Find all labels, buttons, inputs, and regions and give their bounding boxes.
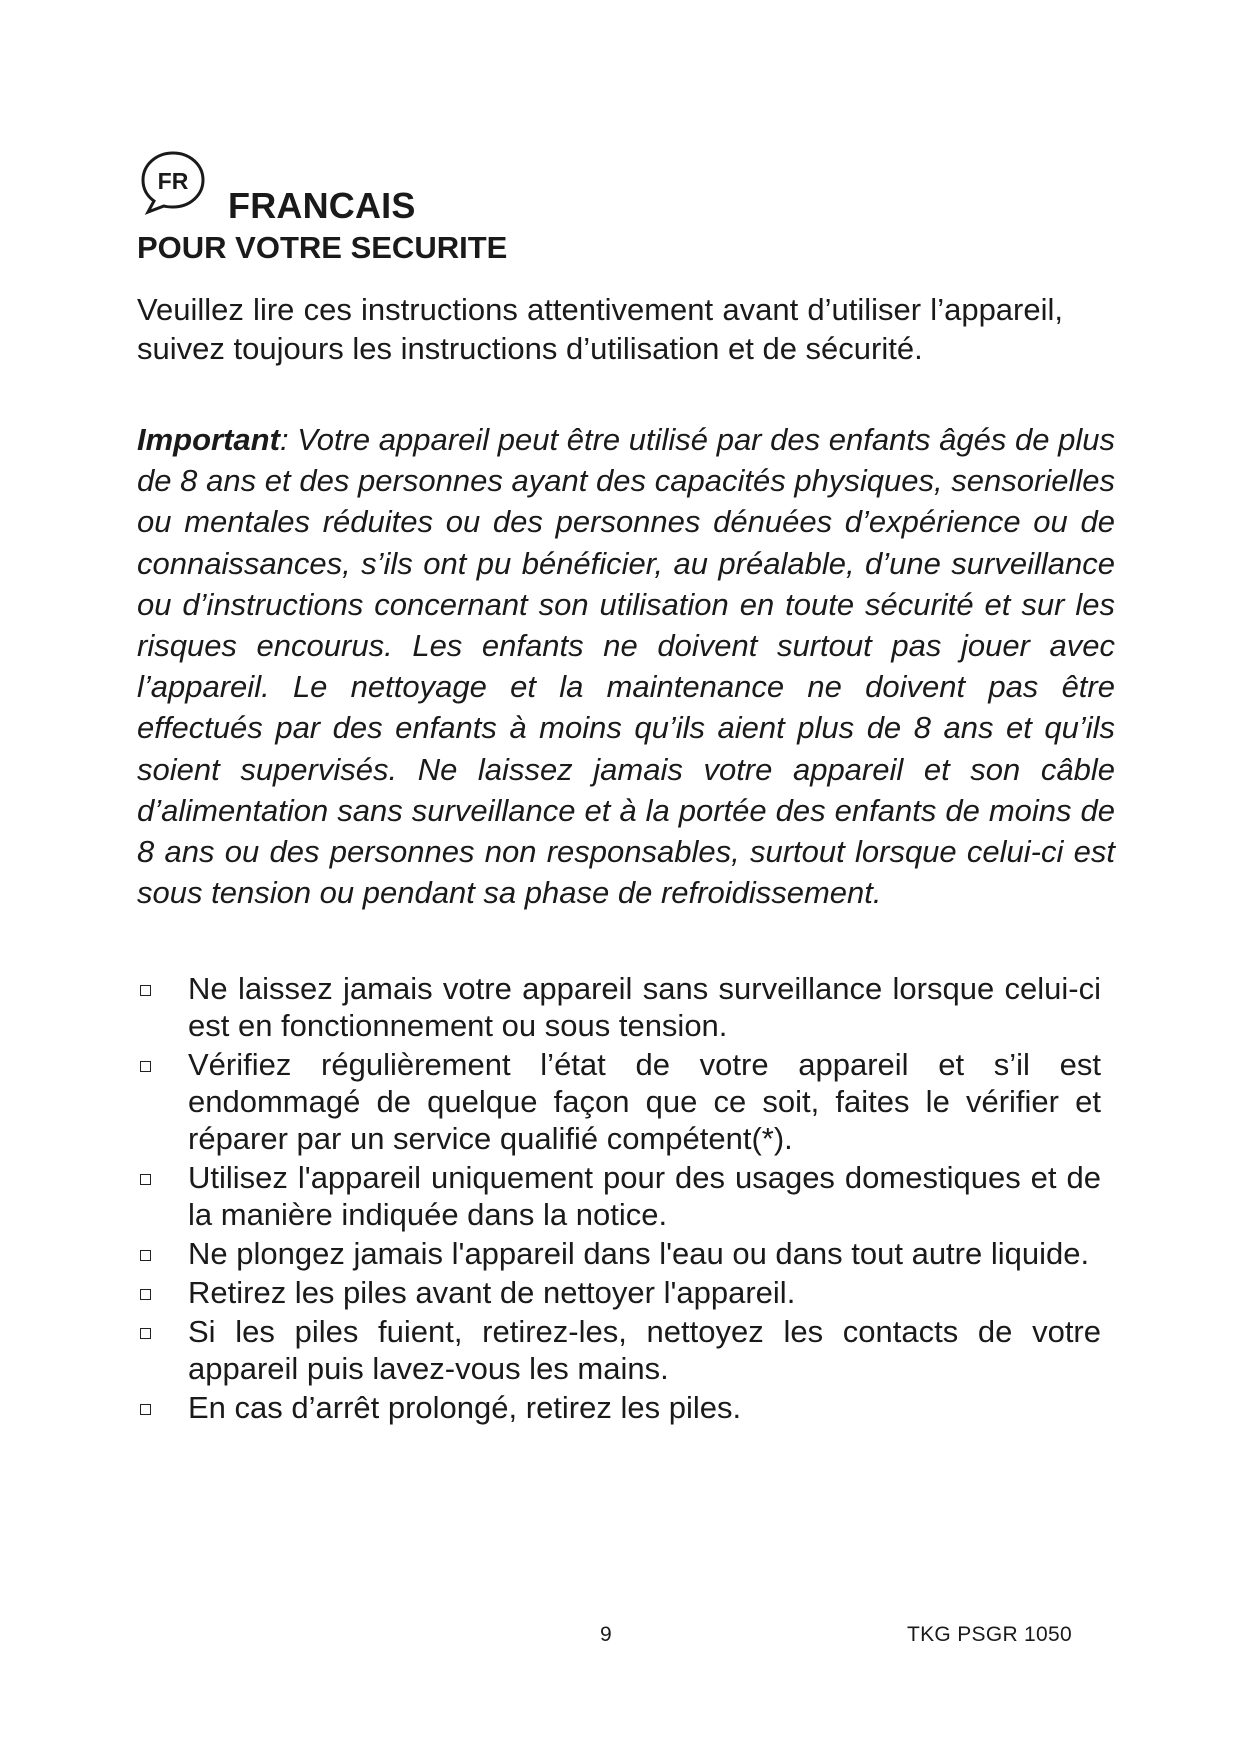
important-lead: Important (137, 422, 280, 457)
checkbox-bullet-icon (140, 1289, 151, 1300)
speech-bubble-fr-icon (136, 148, 210, 220)
list-item (137, 1046, 1101, 1157)
language-title: FRANCAIS (228, 185, 416, 226)
badge-label: FR (157, 168, 189, 194)
list-item-text: Retirez les piles avant de nettoyer l'appareil. (188, 1275, 796, 1310)
list-item (137, 1274, 1101, 1311)
checkbox-bullet-icon (140, 985, 151, 996)
page-number: 9 (600, 1623, 612, 1646)
list-item-text: Ne plongez jamais l'appareil dans l'eau ou dans tout autre liquide. (188, 1236, 1090, 1271)
language-header (136, 148, 636, 224)
list-item (137, 1159, 1101, 1233)
important-notice (137, 419, 1115, 913)
list-item-text: Ne laissez jamais votre appareil sans surveillance lorsque celui-ci est en fonctionnement ou sous tension. (188, 971, 1101, 1043)
list-item-text: Vérifiez régulièrement l’état de votre appareil et s’il est endommagé de quelque façon que ce soit, faites le vérifier et réparer par un service qualifié compétent(*). (188, 1047, 1101, 1156)
list-item-text: Si les piles fuient, retirez-les, nettoyez les contacts de votre appareil puis lavez-vous les mains. (188, 1314, 1101, 1386)
list-item (137, 1235, 1101, 1272)
list-item-text: Utilisez l'appareil uniquement pour des usages domestiques et de la manière indiquée dans la notice. (188, 1160, 1101, 1232)
list-item-text: En cas d’arrêt prolongé, retirez les piles. (188, 1390, 742, 1425)
checkbox-bullet-icon (140, 1250, 151, 1261)
checkbox-bullet-icon (140, 1328, 151, 1339)
checkbox-bullet-icon (140, 1061, 151, 1072)
model-number: TKG PSGR 1050 (907, 1623, 1072, 1646)
list-item (137, 970, 1101, 1044)
list-item (137, 1389, 1101, 1426)
intro-paragraph: Veuillez lire ces instructions attentivement avant d’utiliser l’appareil, suivez toujours les instructions d’utilisation et de sécurité. (137, 292, 1063, 366)
checkbox-bullet-icon (140, 1404, 151, 1415)
important-text: : Votre appareil peut être utilisé par des enfants âgés de plus de 8 ans et des personnes ayant des capacités physiques, sensorielles ou mentales réduites ou des personnes dénuées d’expérience ou de connaissances, s’ils ont pu bénéficier, au préalable, d’une surveillance ou d’instructions concernant son utilisation en toute sécurité et sur les risques encourus. Les enfants ne doivent surtout pas jouer avec l’appareil. Le nettoyage et la maintenance ne doivent pas être effectués par des enfants à moins qu’ils aient plus de 8 ans et qu’ils soient supervisés. Ne laissez jamais votre appareil et son câble d’alimentation sans surveillance et à la portée des enfants de moins de 8 ans ou des personnes non responsables, surtout lorsque celui-ci est sous tension ou pendant sa phase de refroidissement. (137, 422, 1115, 911)
checkbox-bullet-icon (140, 1174, 151, 1185)
safety-list (137, 970, 1101, 1428)
section-title: POUR VOTRE SECURITE (137, 230, 508, 265)
list-item (137, 1313, 1101, 1387)
